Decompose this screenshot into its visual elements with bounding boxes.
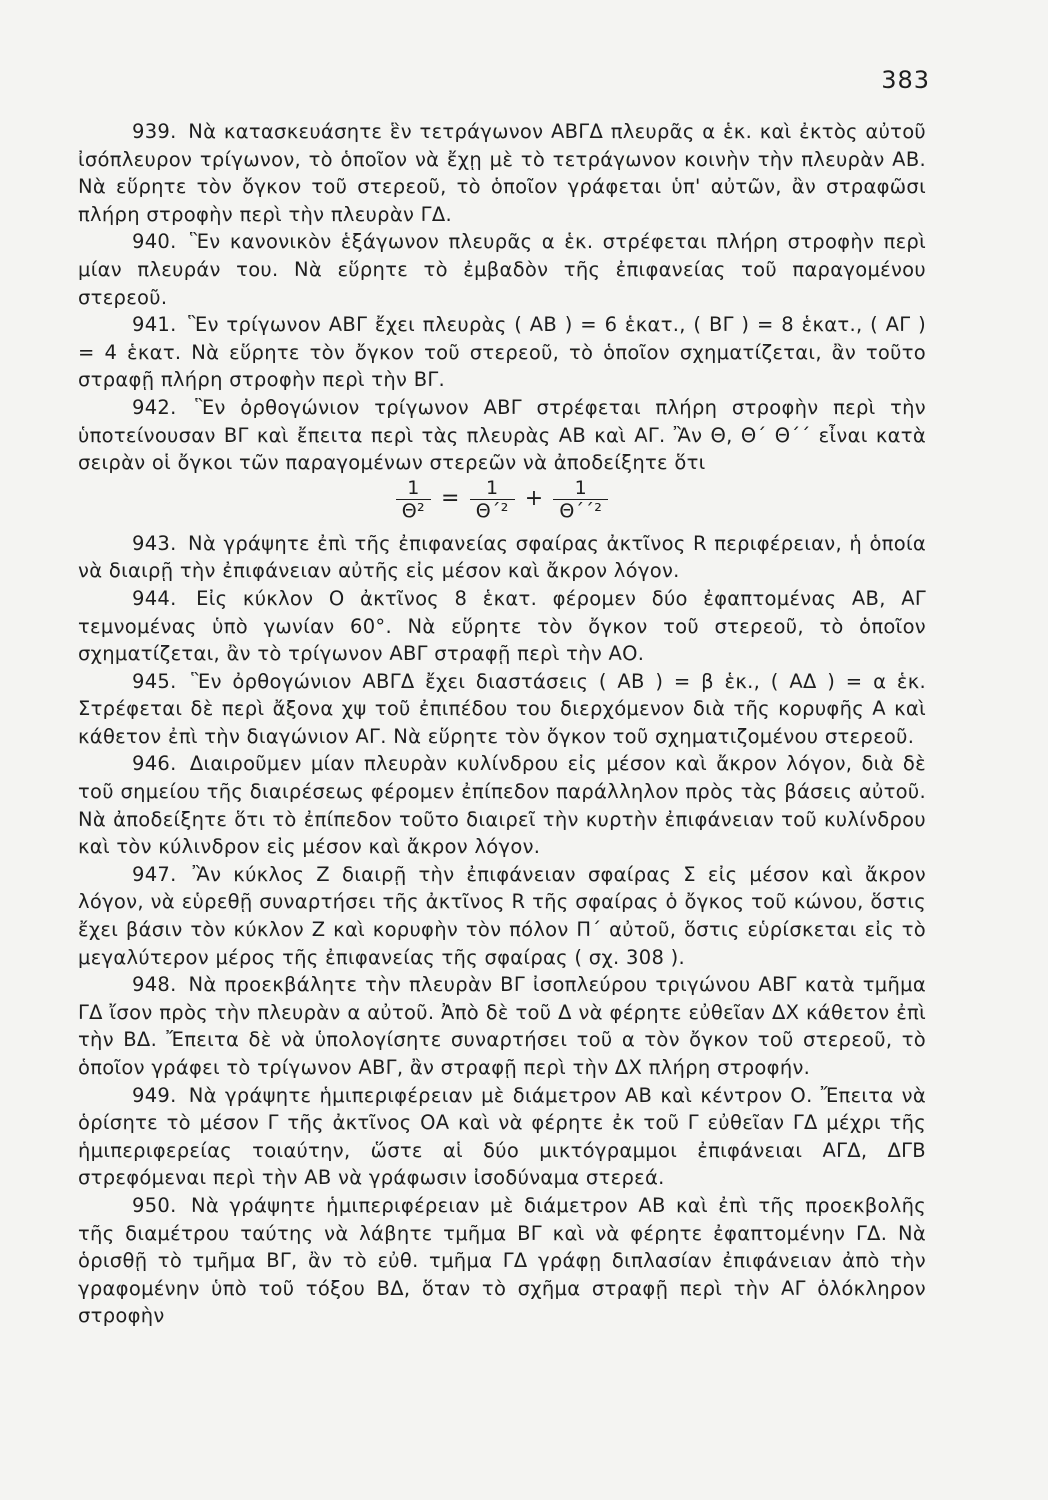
problem-text: Νὰ γράψητε ἡμιπεριφέρειαν μὲ διάμετρον ΑΒ καὶ ἐπὶ τῆς προεκβολῆς τῆς διαμέτρου ταύτης νὰ λάβητε τμῆμα ΒΓ καὶ νὰ φέρητε ἐφαπτομένην ΓΔ. Νὰ ὁρισθῇ τὸ τμῆμα ΒΓ, ἂν τὸ εὐθ. τμῆμα ΓΔ γράφῃ διπλασίαν ἐπιφάνειαν ἀπὸ τὴν γραφομένην ὑπὸ τοῦ τόξου ΒΔ, ὅταν τὸ σχῆμα στραφῇ περὶ τὴν ΑΓ ὁλόκληρον στροφὴν bbox=[78, 1193, 927, 1328]
problem-number: 939. bbox=[132, 120, 177, 143]
problem-944 bbox=[78, 585, 926, 668]
problem-942 bbox=[78, 394, 926, 477]
problem-text: Νὰ γράψητε ἐπὶ τῆς ἐπιφανείας σφαίρας ἀκτῖνος R περιφέρειαν, ἡ ὁποία νὰ διαιρῇ τὴν ἐπιφάνειαν αὐτῆς εἰς μέσον καὶ ἄκρον λόγον. bbox=[78, 531, 927, 583]
equals-sign: = bbox=[440, 486, 460, 512]
problem-text: Ἓν κανονικὸν ἑξάγωνον πλευρᾶς α ἑκ. στρέφεται πλήρη στροφὴν περὶ μίαν πλευράν του. Νὰ εὕρητε τὸ ἐμβαδὸν τῆς ἐπιφανείας τοῦ παραγομένου στερεοῦ. bbox=[78, 230, 926, 309]
problem-948 bbox=[78, 971, 926, 1081]
problem-number: 946. bbox=[132, 752, 177, 776]
problem-text: Νὰ κατασκευάσητε ἓν τετράγωνον ΑΒΓΔ πλευρᾶς α ἑκ. καὶ ἐκτὸς αὐτοῦ ἰσόπλευρον τρίγωνον, τὸ ὁποῖον νὰ ἔχῃ μὲ τὸ τετράγωνον κοινὴν τὴν πλευρὰν ΑΒ. Νὰ εὕρητε τὸν ὄγκον τοῦ στερεοῦ, τὸ ὁποῖον γράφεται ὑπ' αὐτῶν, ἂν στραφῶσι πλήρη στροφὴν περὶ τὴν πλευρὰν ΓΔ. bbox=[78, 120, 927, 226]
numerator: 1 bbox=[574, 476, 587, 499]
fraction-term-1 bbox=[396, 477, 431, 522]
problem-text: Ἓν ὀρθογώνιον ΑΒΓΔ ἔχει διαστάσεις ( ΑΒ ) = β ἑκ., ( ΑΔ ) = α ἑκ. Στρέφεται δὲ περὶ ἄξονα χψ τοῦ ἐπιπέδου του διερχόμενον διὰ τῆς κορυφῆς Α καὶ κάθετον ἐπὶ τὴν διαγώνιον ΑΓ. Νὰ εὕρητε τὸν ὄγκον τοῦ σχηματιζομένου στερεοῦ. bbox=[78, 669, 927, 748]
problem-945 bbox=[78, 668, 926, 751]
fraction-term-3 bbox=[553, 477, 608, 522]
volume-formula bbox=[78, 477, 926, 522]
problem-number: 945. bbox=[132, 669, 177, 693]
problem-number: 943. bbox=[132, 531, 177, 555]
denominator: Θ² bbox=[396, 499, 431, 522]
problem-number: 948. bbox=[132, 973, 177, 997]
numerator: 1 bbox=[407, 476, 420, 499]
problem-text: Νὰ γράψητε ἡμιπεριφέρειαν μὲ διάμετρον ΑΒ καὶ κέντρον Ο. Ἔπειτα νὰ ὁρίσητε τὸ μέσον Γ τῆς ἀκτῖνος ΟΑ καὶ νὰ φέρητε ἐκ τοῦ Γ εὐθεῖαν ΓΔ μέχρι τῆς ἡμιπεριφερείας τοιαύτην, ὥστε αἱ δύο μικτόγραμμοι ἐπιφάνειαι ΑΓΔ, ΔΓΒ στρεφόμεναι περὶ τὴν ΑΒ νὰ γράφωσιν ἰσοδύναμα στερεά. bbox=[78, 1083, 926, 1190]
problems-text bbox=[78, 118, 926, 1330]
problem-947 bbox=[78, 861, 926, 971]
problem-number: 940. bbox=[132, 230, 177, 254]
problem-text: Ἓν τρίγωνον ΑΒΓ ἔχει πλευρὰς ( ΑΒ ) = 6 ἑκατ., ( ΒΓ ) = 8 ἑκατ., ( ΑΓ ) = 4 ἑκατ. Νὰ εὕρητε τὸν ὄγκον τοῦ στερεοῦ, τὸ ὁποῖον σχηματίζεται, ἂν τοῦτο στραφῇ πλήρη στροφὴν περὶ τὴν ΒΓ. bbox=[78, 313, 927, 392]
plus-sign: + bbox=[524, 486, 544, 512]
problem-939 bbox=[78, 118, 926, 228]
problem-943 bbox=[78, 530, 926, 585]
denominator: Θ΄² bbox=[470, 499, 515, 522]
problem-950 bbox=[78, 1192, 926, 1330]
page-number: 383 bbox=[881, 66, 930, 94]
problem-text: Διαιροῦμεν μίαν πλευρὰν κυλίνδρου εἰς μέσον καὶ ἄκρον λόγον, διὰ δὲ τοῦ σημείου τῆς διαιρέσεως φέρομεν ἐπίπεδον παράλληλον πρὸς τὰς βάσεις αὐτοῦ. Νὰ ἀποδείξητε ὅτι τὸ ἐπίπεδον τοῦτο διαιρεῖ τὴν κυρτὴν ἐπιφάνειαν τοῦ κυλίνδρου καὶ τὸν κύλινδρον εἰς μέσον καὶ ἄκρον λόγον. bbox=[78, 752, 926, 859]
problem-number: 950. bbox=[132, 1193, 177, 1217]
problem-text: Ἓν ὀρθογώνιον τρίγωνον ΑΒΓ στρέφεται πλήρη στροφὴν περὶ τὴν ὑποτείνουσαν ΒΓ καὶ ἔπειτα περὶ τὰς πλευρὰς ΑΒ καὶ ΑΓ. Ἂν Θ, Θ΄ Θ΄΄ εἶναι κατὰ σειρὰν οἱ ὄγκοι τῶν παραγομένων στερεῶν νὰ ἀποδείξητε ὅτι bbox=[78, 395, 926, 475]
problem-text: Ἂν κύκλος Ζ διαιρῇ τὴν ἐπιφάνειαν σφαίρας Σ εἰς μέσον καὶ ἄκρον λόγον, νὰ εὑρεθῇ συναρτήσει τῆς ἀκτῖνος R τῆς σφαίρας ὁ ὄγκος τοῦ κώνου, ὅστις ἔχει βάσιν τὸν κύκλον Ζ καὶ κορυφὴν τὸν πόλον Π΄ αὐτοῦ, ὅστις εὑρίσκεται εἰς τὸ μεγαλύτερον μέρος τῆς ἐπιφανείας τῆς σφαίρας ( σχ. 308 ). bbox=[78, 862, 927, 969]
problem-number: 947. bbox=[132, 862, 177, 886]
problem-940 bbox=[78, 228, 926, 311]
problem-text: Νὰ προεκβάλητε τὴν πλευρὰν ΒΓ ἰσοπλεύρου τριγώνου ΑΒΓ κατὰ τμῆμα ΓΔ ἴσον πρὸς τὴν πλευρὰν α αὐτοῦ. Ἀπὸ δὲ τοῦ Δ νὰ φέρητε εὐθεῖαν ΔΧ κάθετον ἐπὶ τὴν ΒΔ. Ἔπειτα δὲ νὰ ὑπολογίσητε συναρτήσει τοῦ α τὸν ὄγκον τοῦ στερεοῦ, τὸ ὁποῖον γράφει τὸ τρίγωνον ΑΒΓ, ἂν στραφῇ περὶ τὴν ΔΧ πλήρη στροφήν. bbox=[78, 973, 926, 1079]
problem-number: 942. bbox=[132, 395, 177, 419]
problem-number: 944. bbox=[132, 586, 177, 610]
numerator: 1 bbox=[486, 476, 499, 499]
fraction-term-2 bbox=[470, 477, 515, 522]
problem-949 bbox=[78, 1082, 926, 1192]
problem-946 bbox=[78, 750, 926, 860]
problem-941 bbox=[78, 311, 926, 394]
problem-number: 949. bbox=[132, 1083, 177, 1107]
denominator: Θ΄΄² bbox=[553, 499, 608, 522]
problem-number: 941. bbox=[132, 313, 177, 337]
problem-text: Εἰς κύκλον Ο ἀκτῖνος 8 ἑκατ. φέρομεν δύο ἐφαπτομένας ΑΒ, ΑΓ τεμνομένας ὑπὸ γωνίαν 60°. Νὰ εὕρητε τὸν ὄγκον τοῦ στερεοῦ, τὸ ὁποῖον σχηματίζεται, ἂν τὸ τρίγωνον ΑΒΓ στραφῇ περὶ τὴν ΑΟ. bbox=[78, 586, 927, 666]
